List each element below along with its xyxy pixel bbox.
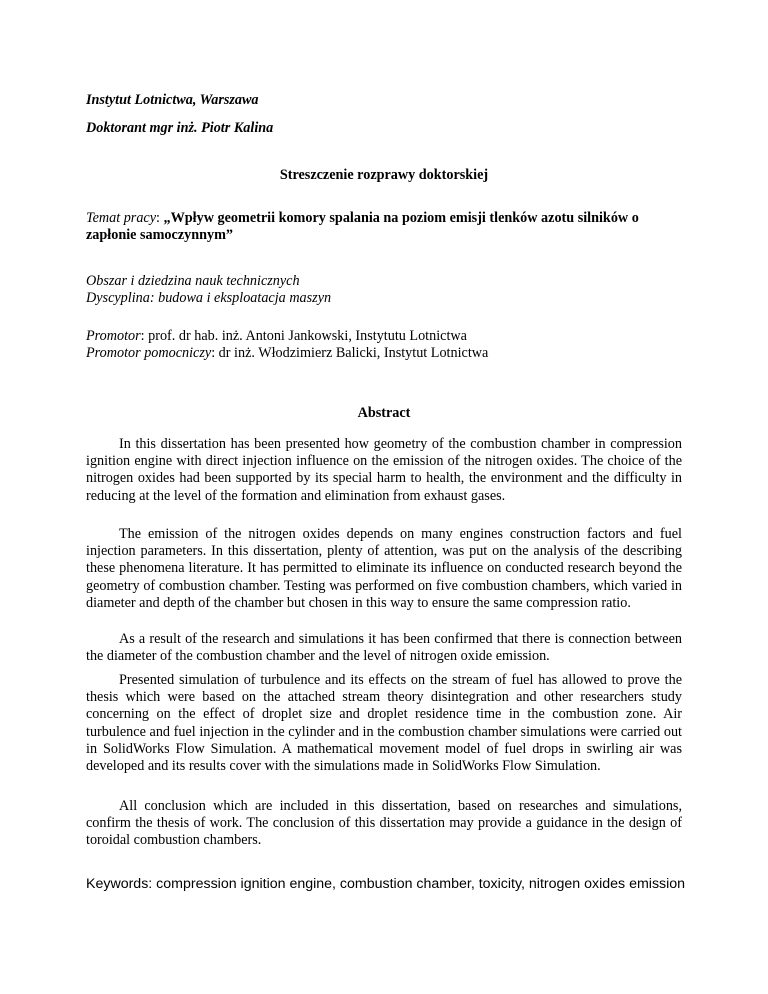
author-line: Doktorant mgr inż. Piotr Kalina — [86, 120, 274, 136]
abstract-paragraph-3: As a result of the research and simulations it has been confirmed that there is connection between the diameter of the combustion chamber and the level of nitrogen oxide emission. — [86, 631, 682, 665]
topic-block — [86, 210, 682, 244]
field-discipline: Dyscyplina: budowa i eksploatacja maszyn — [86, 290, 332, 306]
abstract-paragraph-1: In this dissertation has been presented how geometry of the combustion chamber in compression ignition engine with direct injection influence on the emission of the nitrogen oxides. The choice of the nitrogen oxides had been supported by its special harm to health, the environment and the difficulty in reducing at the level of the formation and elimination from exhaust gases. — [86, 436, 682, 504]
institute-line: Instytut Lotnictwa, Warszawa — [86, 92, 259, 108]
assistant-promotor-value: : dr inż. Włodzimierz Balicki, Instytut Lotnictwa — [211, 345, 489, 361]
promotor-line — [86, 328, 467, 345]
document-title: Streszczenie rozprawy doktorskiej — [279, 167, 489, 183]
field-area: Obszar i dziedzina nauk technicznych — [86, 273, 300, 289]
abstract-paragraph-4: Presented simulation of turbulence and its effects on the stream of fuel has allowed to prove the thesis which were based on the attached stream theory disintegration and other researchers study concerning on the effect of droplet size and droplet residence time in the combustion zone. Air turbulence and fuel injection in the cylinder and in the combustion chamber simulations were carried out in SolidWorks Flow Simulation. A mathematical movement model of fuel drops in swirling air was developed and its results cover with the simulations made in SolidWorks Flow Simulation. — [86, 672, 682, 775]
abstract-paragraph-2: The emission of the nitrogen oxides depends on many engines construction factors and fuel injection parameters. In this dissertation, plenty of attention, was put on the analysis of the describing these phenomena literature. It has permitted to eliminate its influence on conducted research beyond the geometry of combustion chamber. Testing was performed on five combustion chambers, which varied in diameter and depth of the chamber but chosen in this way to ensure the same compression ratio. — [86, 526, 682, 611]
assistant-promotor-label: Promotor pomocniczy — [86, 345, 212, 361]
abstract-paragraph-5: All conclusion which are included in this dissertation, based on researches and simulations, confirm the thesis of work. The conclusion of this dissertation may provide a guidance in the design of toroidal combustion chambers. — [86, 798, 682, 849]
promotor-label: Promotor — [86, 328, 141, 344]
abstract-heading: Abstract — [357, 405, 411, 421]
topic-text: „Wpływ geometrii komory spalania na poziom emisji tlenków azotu silników o zapłonie samoczynnym” — [86, 210, 639, 243]
promotor-value: : prof. dr hab. inż. Antoni Jankowski, Instytutu Lotnictwa — [140, 328, 467, 344]
topic-separator: : — [156, 210, 164, 226]
topic-label: Temat pracy — [86, 210, 157, 226]
keywords-line: Keywords: compression ignition engine, combustion chamber, toxicity, nitrogen oxides emission — [86, 876, 686, 892]
assistant-promotor-line — [86, 345, 488, 362]
